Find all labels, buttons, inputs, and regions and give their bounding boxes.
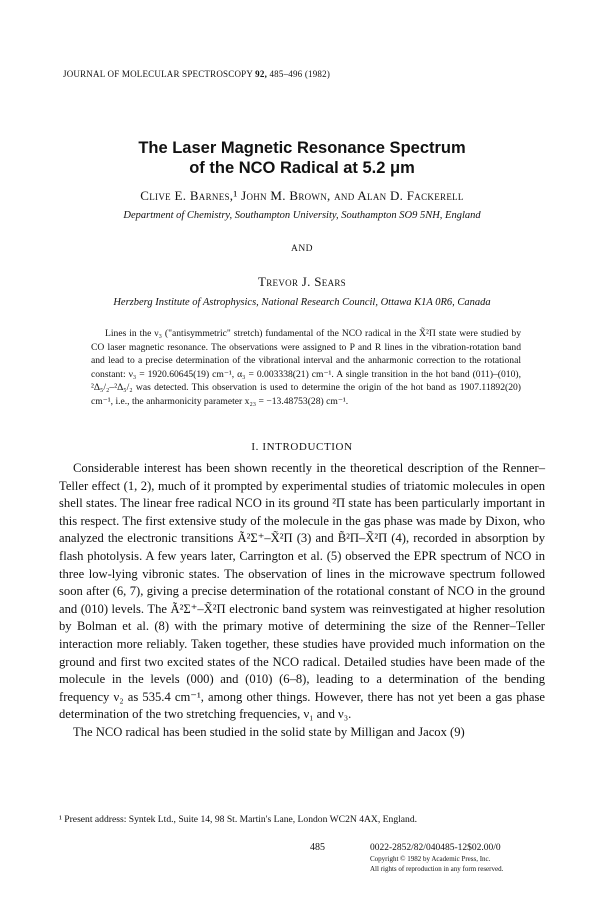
journal-pages-year: 485–496 (1982) (269, 69, 331, 79)
title-line-1: The Laser Magnetic Resonance Spectrum (138, 139, 466, 157)
page-number: 485 (310, 842, 325, 853)
affiliation-1: Department of Chemistry, Southampton University, Southampton SO9 5NH, England (123, 210, 481, 221)
abstract (91, 327, 521, 409)
copyright-line: Copyright © 1982 by Academic Press, Inc. (370, 855, 491, 863)
and-separator: AND (290, 244, 314, 254)
journal-name: JOURNAL OF MOLECULAR SPECTROSCOPY (63, 69, 253, 79)
rights-line: All rights of reproduction in any form reserved. (370, 865, 504, 873)
author-group-1: Clive E. Barnes,¹ John M. Brown, and Alan D. Fackerell (140, 188, 464, 203)
journal-header (63, 69, 330, 79)
article-code: 0022-2852/82/040485-12$02.00/0 (370, 843, 501, 853)
author-group-2: Trevor J. Sears (258, 274, 346, 289)
affiliation-2: Herzberg Institute of Astrophysics, National Research Council, Ottawa K1A 0R6, Canada (113, 297, 491, 308)
body-paragraph-2: The NCO radical has been studied in the solid state by Milligan and Jacox (9) (73, 724, 465, 739)
abstract-text: Lines in the ν₃ ("antisymmetric" stretch) fundamental of the NCO radical in the X̃²Π state were studied by CO laser magnetic resonance. The observations were assigned to P and R lines in the vibration-rotation band and lead to a precise determination of the vibrational interval and the anharmonic correction to the rotational constant: ν₃ = 1920.60645(19) cm⁻¹, α₃ = 0.003338(21) cm⁻¹. A single transition in the hot band (011)–(010), ²Δ₅/₂–²Δ₅/₂ was detected. This observation is used to determine the origin of the hot band as 1907.11892(20) cm⁻¹, i.e., the anharmonicity parameter x₂₃ = −13.48753(28) cm⁻¹. (91, 328, 521, 407)
section-heading: I. INTRODUCTION (251, 441, 353, 453)
copyright-block (370, 842, 503, 874)
body-text (59, 460, 545, 742)
footnote: ¹ Present address: Syntek Ltd., Suite 14, 98 St. Martin's Lane, London WC2N 4AX, England. (59, 814, 418, 825)
body-paragraph-1: Considerable interest has been shown recently in the theoretical description of the Renner–Teller effect (1, 2), much of it prompted by experimental studies of triatomic molecules in open shell states. The linear free radical NCO in its ground ²Π state has been particularly important in this respect. The first extensive study of the molecule in the gas phase was made by Dixon, who analyzed the electronic transitions Ã²Σ⁺–X̃²Π (3) and B̃²Π–X̃²Π (4), recorded in absorption by flash photolysis. A few years later, Carrington et al. (5) observed the EPR spectrum of NCO in three low-lying vibronic states. The observation of lines in the microwave spectrum followed soon after (6, 7), giving a precise determination of the rotational constant of NCO in the ground and (010) levels. The Ã²Σ⁺–X̃²Π electronic band system was reinvestigated at higher resolution by Bolman et al. (8) with the primary motive of determining the size of the Renner–Teller interaction more reliably. Taken together, these studies have provided much information on the ground and first two excited states of the NCO radical. Detailed studies have been made of the molecule in the levels (000) and (010) (6–8), leading to a determination of the bending frequency ν₂ as 535.4 cm⁻¹, among other things. However, there has not yet been a gas phase determination of the two stretching frequencies, ν₁ and ν₃. (59, 461, 545, 722)
paper-title (0, 138, 604, 178)
journal-volume: 92, (255, 69, 268, 79)
title-line-2: of the NCO Radical at 5.2 μm (189, 159, 415, 177)
